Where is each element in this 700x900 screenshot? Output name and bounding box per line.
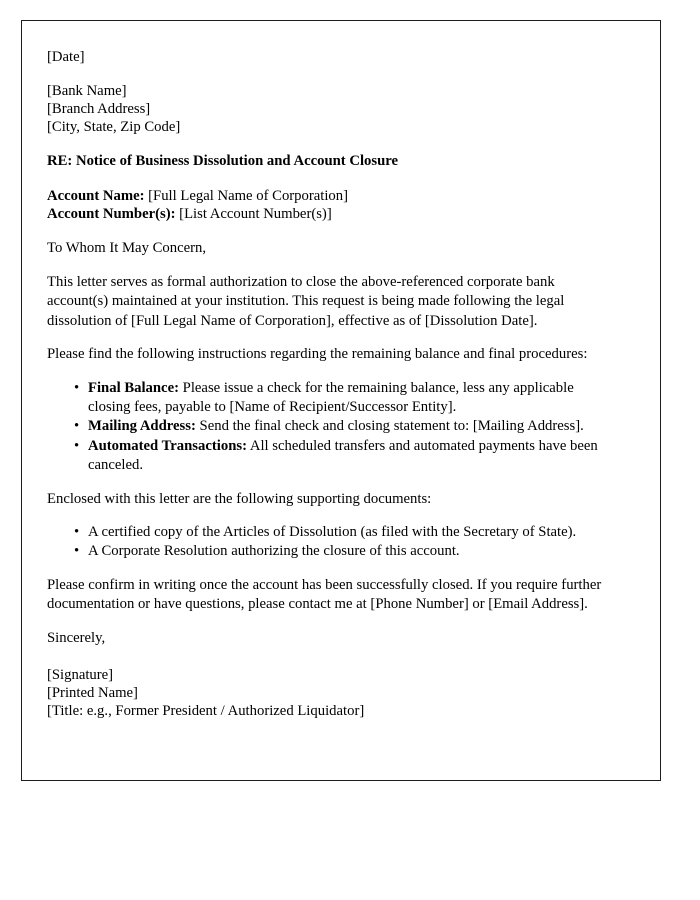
spacer <box>47 136 617 152</box>
title-placeholder: [Title: e.g., Former President / Authorized Liquidator] <box>47 702 365 719</box>
list-item: • A Corporate Resolution authorizing the closure of this account. <box>47 542 617 561</box>
spacer <box>47 257 617 273</box>
instructions-list <box>47 379 617 476</box>
paragraph-confirmation: Please confirm in writing once the account has been successfully closed. If you require further documentation or have questions, please contact me at [Phone Number] or [Email Address]. <box>47 576 602 613</box>
spacer <box>47 562 617 576</box>
paragraph-instructions-lead: Please find the following instructions regarding the remaining balance and final procedures: <box>47 346 588 363</box>
instruction-lead: Final Balance: <box>88 379 179 396</box>
subject-line: RE: Notice of Business Dissolution and Account Closure <box>47 153 399 169</box>
account-number-label: Account Number(s): <box>47 206 176 222</box>
recipient-city-state-zip: [City, State, Zip Code] <box>47 119 181 135</box>
instruction-text: Send the final check and closing statement to: [Mailing Address]. <box>195 418 584 435</box>
instruction-text: All scheduled transfers and automated payments have been canceled. <box>88 437 598 474</box>
recipient-address-block <box>47 82 617 136</box>
recipient-bank-name: [Bank Name] <box>47 83 127 99</box>
signature-block <box>47 666 617 720</box>
list-item <box>47 437 617 476</box>
instruction-lead: Mailing Address: <box>88 418 196 435</box>
spacer <box>47 615 617 629</box>
date-placeholder: [Date] <box>47 49 85 65</box>
spacer <box>47 365 617 379</box>
instruction-text: Please issue a check for the remaining balance, less any applicable closing fees, payable to [Name of Recipient/Successor Entity]. <box>88 379 574 416</box>
spacer <box>47 171 617 187</box>
salutation: To Whom It May Concern, <box>47 240 207 256</box>
paragraph-intro: This letter serves as formal authorization to close the above-referenced corporate bank account(s) maintained at your institution. This request is being made following the legal dissolution of [Full Legal Name of Corporation], effective as of [Dissolution Date]. <box>47 274 565 329</box>
spacer <box>47 331 617 345</box>
account-number-row <box>47 205 617 223</box>
list-item <box>47 379 617 418</box>
spacer <box>47 66 617 82</box>
spacer <box>47 509 617 523</box>
enclosures-list <box>47 523 617 562</box>
list-item <box>47 417 617 436</box>
letter-page <box>21 20 661 781</box>
closing: Sincerely, <box>47 629 106 646</box>
account-name-value: [Full Legal Name of Corporation] <box>148 188 349 204</box>
instruction-lead: Automated Transactions: <box>88 437 247 454</box>
letter-body <box>47 48 617 720</box>
paragraph-enclosures-lead: Enclosed with this letter are the following supporting documents: <box>47 490 432 507</box>
account-name-row <box>47 187 617 205</box>
account-details-block <box>47 187 617 223</box>
spacer <box>47 476 617 490</box>
printed-name-placeholder: [Printed Name] <box>47 684 138 701</box>
signature-placeholder: [Signature] <box>47 666 114 683</box>
spacer <box>47 223 617 239</box>
recipient-branch-address: [Branch Address] <box>47 101 151 117</box>
list-item: • A certified copy of the Articles of Dissolution (as filed with the Secretary of State). <box>47 523 617 542</box>
account-number-value: [List Account Number(s)] <box>179 206 332 222</box>
spacer <box>47 647 617 666</box>
account-name-label: Account Name: <box>47 188 145 204</box>
